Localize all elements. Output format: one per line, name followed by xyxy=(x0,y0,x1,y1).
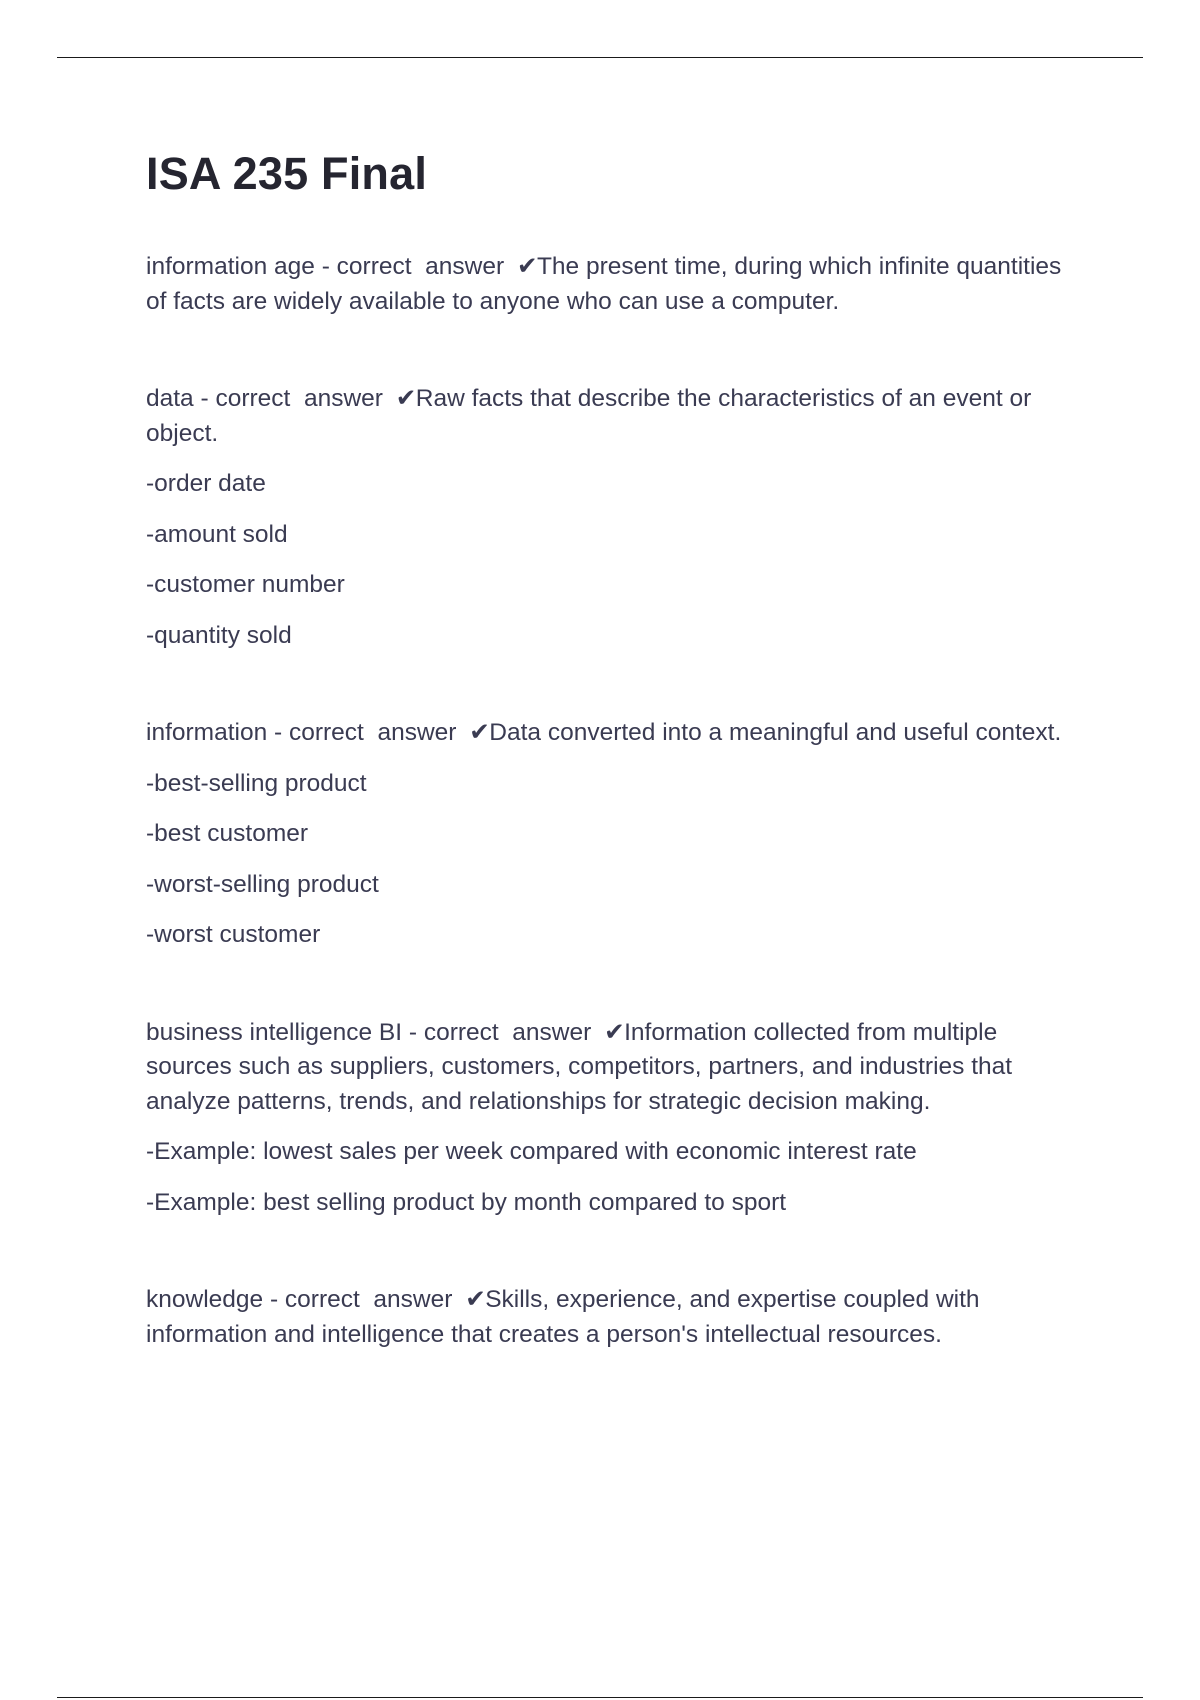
entry-definition xyxy=(146,1016,1086,1120)
entry-separator: - correct answer xyxy=(314,253,511,280)
entry-definition xyxy=(146,716,1086,751)
entry-definition-text: Skills, experience, and expertise coupled with information and intelligence that creates a person's intellectual resources. xyxy=(146,1286,980,1348)
list-item: -best-selling product xyxy=(146,769,367,797)
entry-information-age xyxy=(146,250,1086,319)
entry-term: knowledge xyxy=(146,1286,264,1313)
list-item: -worst customer xyxy=(146,921,321,948)
page-title: ISA 235 Final xyxy=(146,148,428,199)
bottom-divider xyxy=(57,1697,1143,1698)
entry-term: business intelligence BI xyxy=(146,1018,403,1046)
entry-separator: - correct answer xyxy=(402,1018,599,1046)
entry-term: data xyxy=(146,385,194,412)
list-item: -quantity sold xyxy=(146,621,292,649)
entry-separator: - correct answer xyxy=(263,1286,460,1313)
list-item: -Example: best selling product by month compared to sport xyxy=(146,1188,787,1216)
entry-information xyxy=(146,716,1086,953)
entry-definition-text: Raw facts that describe the characteristics of an event or object. xyxy=(146,385,1032,447)
entry-definition-text: The present time, during which infinite quantities of facts are widely available to anyone who can use a computer. xyxy=(146,253,1062,315)
check-icon: ✔ xyxy=(465,1286,486,1313)
check-icon: ✔ xyxy=(469,719,490,746)
list-item: -Example: lowest sales per week compared with economic interest rate xyxy=(146,1138,917,1165)
check-icon: ✔ xyxy=(395,385,417,412)
entry-separator: - correct answer xyxy=(193,385,390,412)
entry-definition-text: Data converted into a meaningful and useful context. xyxy=(489,719,1062,746)
check-icon: ✔ xyxy=(516,253,538,280)
list-item: -order date xyxy=(146,470,266,497)
entry-term: information age xyxy=(146,253,315,280)
entry-definition xyxy=(146,250,1086,319)
document-body xyxy=(146,250,1086,1415)
entry-business-intelligence xyxy=(146,1016,1086,1221)
entry-term: information xyxy=(146,719,268,746)
entry-knowledge xyxy=(146,1283,1086,1352)
list-item: -best customer xyxy=(146,820,309,847)
entry-data xyxy=(146,382,1086,653)
entry-definition xyxy=(146,1283,1086,1352)
list-item: -customer number xyxy=(146,571,345,598)
list-item: -worst-selling product xyxy=(146,870,379,898)
entry-separator: - correct answer xyxy=(267,719,464,746)
list-item: -amount sold xyxy=(146,520,288,548)
entry-definition xyxy=(146,382,1086,451)
entry-definition-text: Information collected from multiple sources such as suppliers, customers, competitors, partners, and industries that analyze patterns, trends, and relationships for strategic decision making. xyxy=(146,1018,1013,1115)
top-divider xyxy=(57,57,1143,58)
check-icon: ✔ xyxy=(604,1018,625,1046)
